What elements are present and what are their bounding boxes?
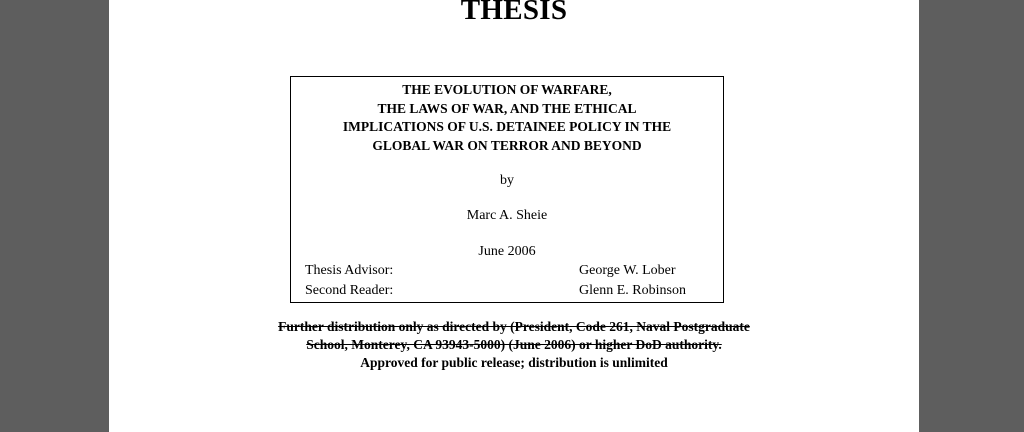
thesis-title [291, 81, 723, 155]
thesis-title-line: THE LAWS OF WAR, AND THE ETHICAL [377, 100, 637, 116]
author-name: Marc A. Sheie [466, 208, 548, 223]
thesis-title-line: THE EVOLUTION OF WARFARE, [402, 82, 612, 97]
second-reader-name: Glenn E. Robinson [579, 283, 686, 298]
by-label: by [500, 173, 514, 188]
second-reader-label: Second Reader: [305, 283, 394, 298]
struck-distribution-line: Further distribution only as directed by (President, Code 261, Naval Postgraduate [278, 319, 750, 334]
distribution-statement [109, 318, 919, 372]
thesis-title-line: IMPLICATIONS OF U.S. DETAINEE POLICY IN THE [342, 119, 672, 134]
advisor-label: Thesis Advisor: [305, 263, 394, 278]
thesis-date: June 2006 [478, 244, 536, 259]
thesis-title-box [290, 76, 724, 303]
document-page [109, 0, 919, 432]
struck-distribution-line: School, Monterey, CA 93943-5000) (June 2006) or higher DoD authority. [306, 337, 722, 352]
thesis-title-line: GLOBAL WAR ON TERROR AND BEYOND [372, 137, 642, 153]
approved-release-statement: Approved for public release; distribution is unlimited [360, 355, 668, 370]
document-type-heading: THESIS [460, 0, 568, 26]
advisor-name: George W. Lober [579, 263, 676, 278]
